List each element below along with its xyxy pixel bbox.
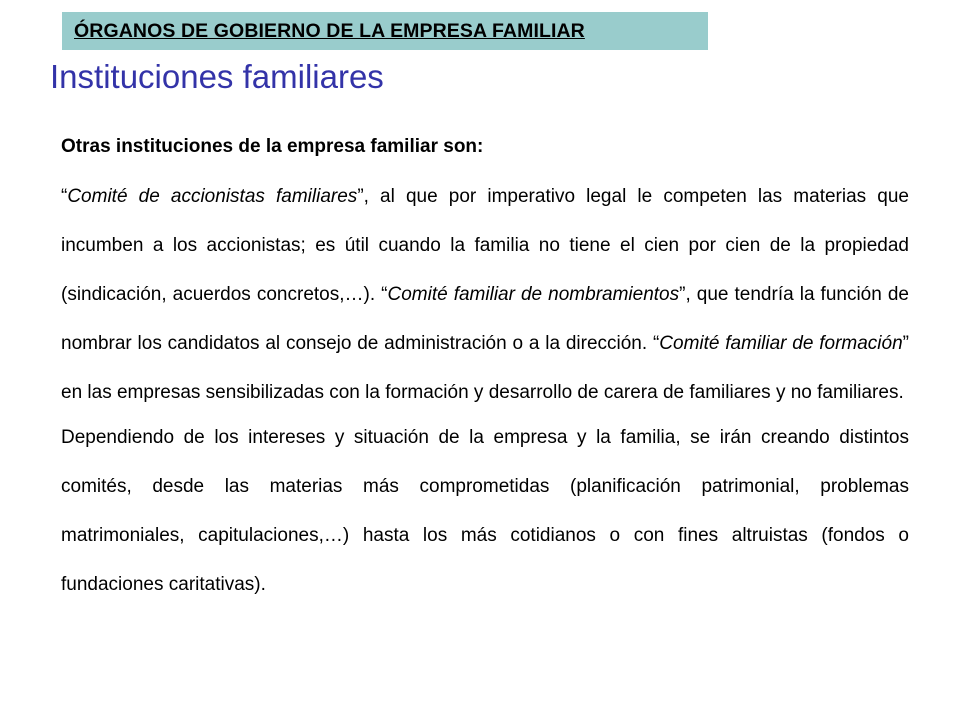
paragraph-conclusion: Dependiendo de los intereses y situación de la empresa y la familia, se irán creando distintos comités, desde las materias más comprometidas (planificación patrimonial, problemas matrimoniales, capitulaciones,…) hasta los más cotidianos o con fines altruistas (fondos o fundaciones caritativas). — [61, 427, 909, 595]
paragraph-committees — [61, 172, 909, 417]
quote-open: “ — [61, 186, 68, 207]
committee-training: Comité familiar de formación — [659, 333, 903, 354]
committee-shareholders: Comité de accionistas familiares — [67, 186, 358, 207]
committee-appointments: Comité familiar de nombramientos — [387, 284, 680, 305]
committee-shareholders-description: ”, al que por imperativo legal le competen las materias que incumben a los accionistas; es útil cuando la familia no tiene el cien por cien de la propiedad (sindicación, acuerdos concretos,…). “ — [61, 186, 909, 305]
committee-training-description: ” en las empresas sensibilizadas con la formación y desarrollo de carera de familiares y no familiares. — [61, 333, 909, 403]
banner-title: ÓRGANOS DE GOBIERNO DE LA EMPRESA FAMILIAR — [74, 19, 585, 42]
page-title: Instituciones familiares — [50, 58, 384, 95]
slide-body — [61, 132, 909, 609]
committee-appointments-description: ”, que tendría la función de nombrar los candidatos al consejo de administración o a la dirección. “ — [61, 284, 909, 354]
section-banner — [62, 12, 708, 50]
lead-sentence: Otras instituciones de la empresa familiar son: — [61, 136, 484, 157]
